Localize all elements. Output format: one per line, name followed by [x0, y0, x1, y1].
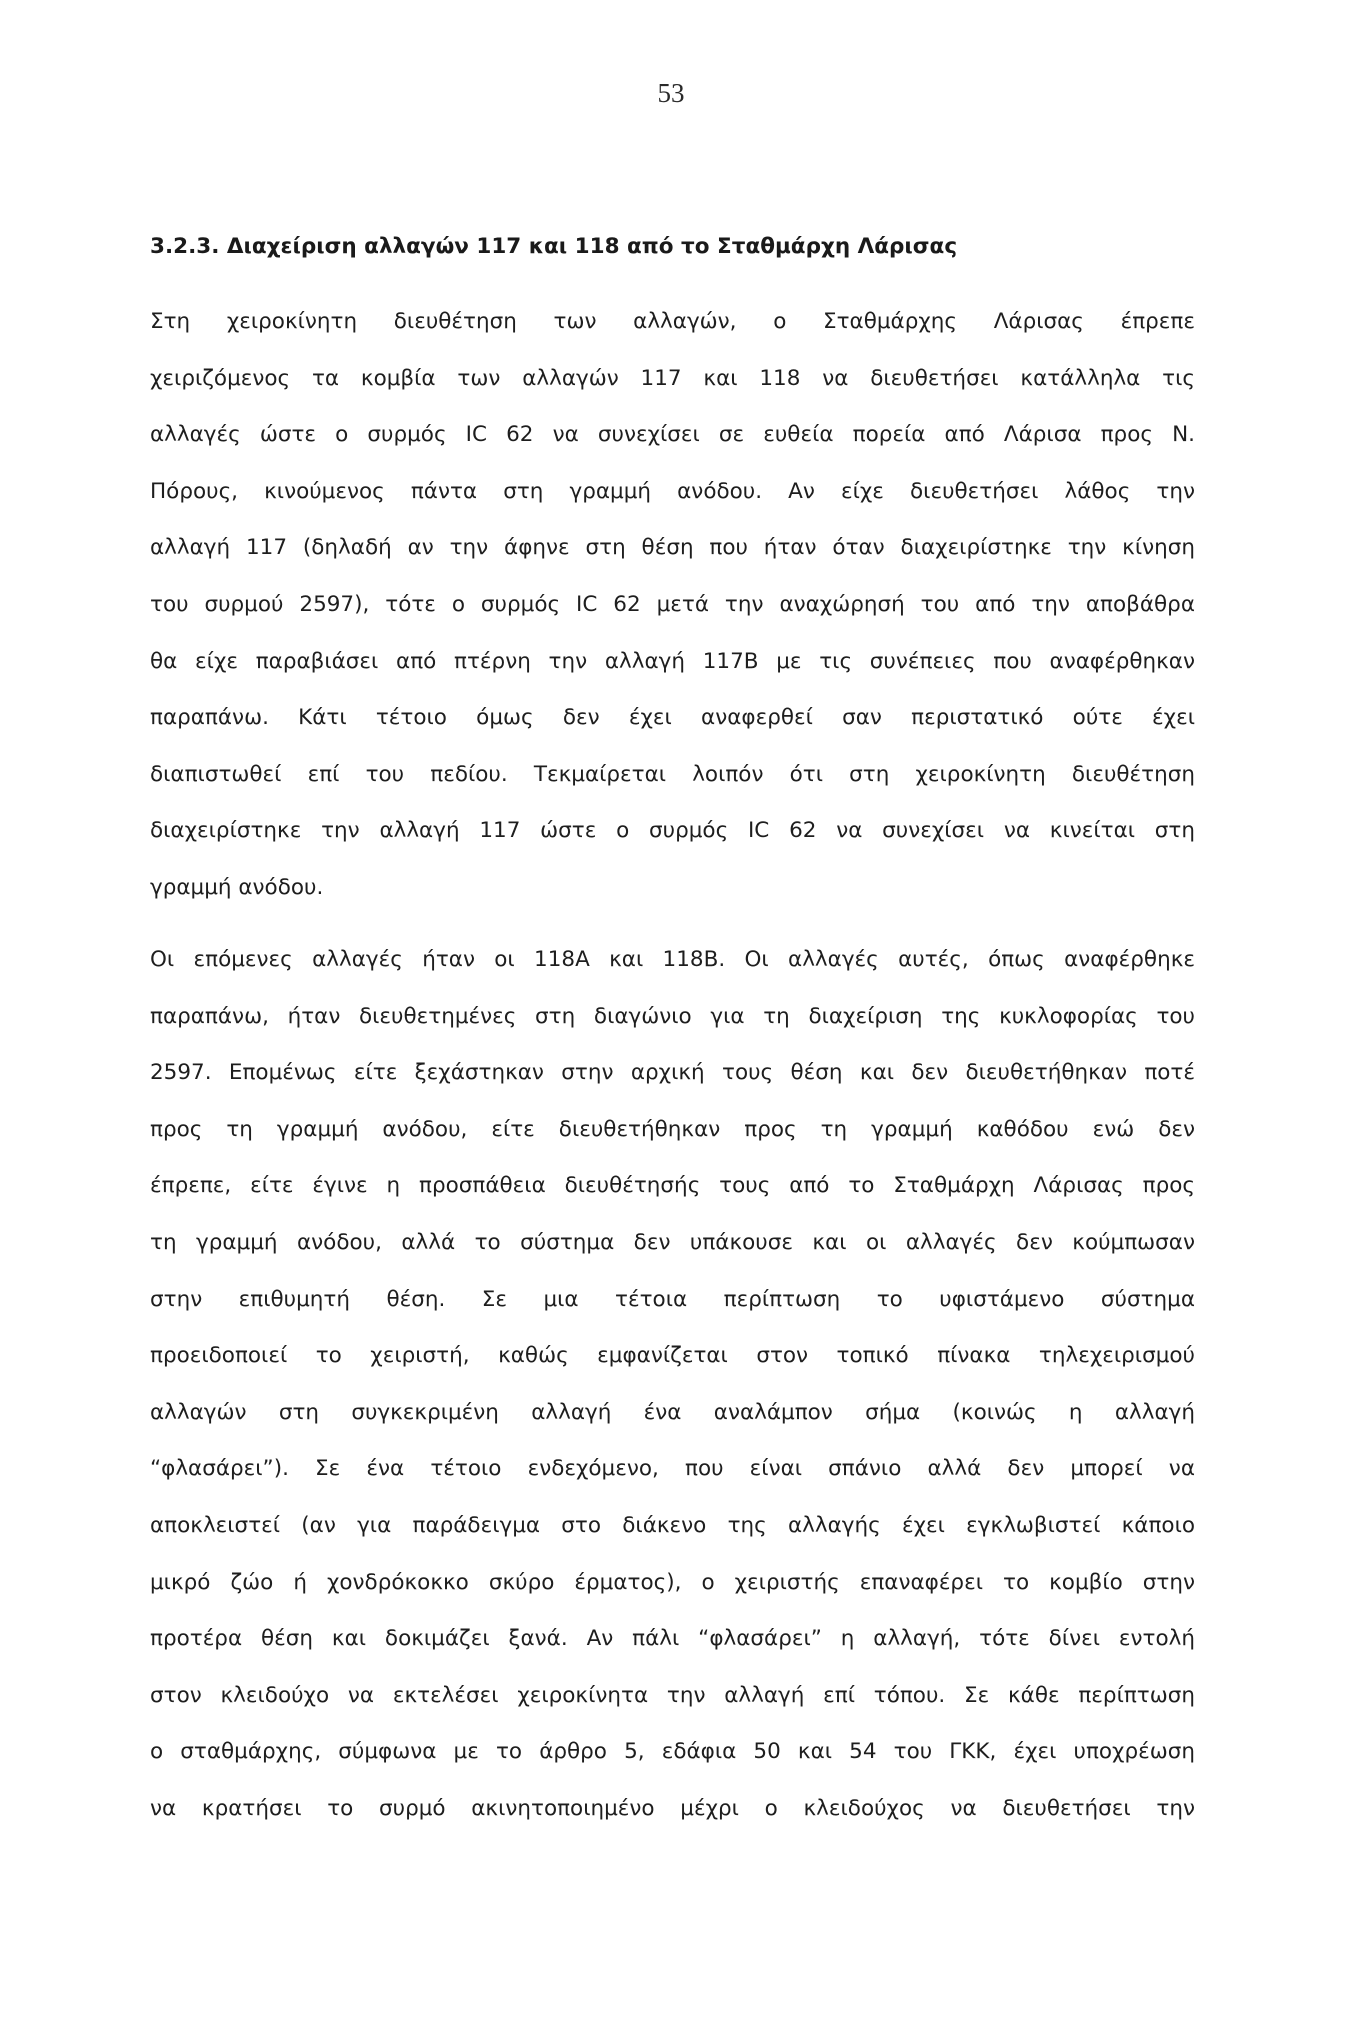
- section-heading: 3.2.3. Διαχείριση αλλαγών 117 και 118 από το Σταθμάρχη Λάρισας: [150, 234, 958, 259]
- text-line: προειδοποιεί το χειριστή, καθώς εμφανίζεται στον τοπικό πίνακα τηλεχειρισμού: [150, 1343, 1195, 1369]
- text-line: διαχειρίστηκε την αλλαγή 117 ώστε ο συρμός IC 62 να συνεχίσει να κινείται στη: [150, 818, 1195, 844]
- page-number: 53: [657, 78, 685, 108]
- text-line: διαπιστωθεί επί του πεδίου. Τεκμαίρεται λοιπόν ότι στη χειροκίνητη διευθέτηση: [150, 761, 1195, 787]
- text-line: Οι επόμενες αλλαγές ήταν οι 118Α και 118Β. Οι αλλαγές αυτές, όπως αναφέρθηκε: [150, 947, 1195, 972]
- body-text-continued: [150, 932, 1195, 1838]
- text-line: χειριζόμενος τα κομβία των αλλαγών 117 και 118 να διευθετήσει κατάλληλα τις: [150, 365, 1195, 391]
- text-line: Πόρους, κινούμενος πάντα στη γραμμή ανόδου. Αν είχε διευθετήσει λάθος την: [150, 478, 1195, 504]
- text-line: έπρεπε, είτε έγινε η προσπάθεια διευθέτησής τους από το Σταθμάρχη Λάρισας προς: [150, 1173, 1195, 1199]
- text-line: αλλαγές ώστε ο συρμός IC 62 να συνεχίσει σε ευθεία πορεία από Λάρισα προς Ν.: [150, 422, 1195, 448]
- text-line: μικρό ζώο ή χονδρόκοκκο σκύρο έρματος), ο χειριστής επαναφέρει το κομβίο στην: [150, 1569, 1195, 1595]
- text-line: γραμμή ανόδου.: [150, 874, 324, 900]
- text-line: αλλαγή 117 (δηλαδή αν την άφηνε στη θέση που ήταν όταν διαχειρίστηκε την κίνηση: [150, 535, 1195, 561]
- text-line: αλλαγών στη συγκεκριμένη αλλαγή ένα αναλάμπον σήμα (κοινώς η αλλαγή: [150, 1399, 1195, 1425]
- body-text: [150, 294, 1195, 917]
- text-line: Στη χειροκίνητη διευθέτηση των αλλαγών, ο Σταθμάρχης Λάρισας έπρεπε: [150, 309, 1195, 334]
- text-line: στην επιθυμητή θέση. Σε μια τέτοια περίπτωση το υφιστάμενο σύστημα: [150, 1286, 1195, 1312]
- text-line: 2597. Επομένως είτε ξεχάστηκαν στην αρχική τους θέση και δεν διευθετήθηκαν ποτέ: [150, 1060, 1195, 1086]
- text-line: του συρμού 2597), τότε ο συρμός IC 62 μετά την αναχώρησή του από την αποβάθρα: [150, 591, 1195, 617]
- paragraph-2: [150, 932, 1195, 1838]
- text-line: παραπάνω. Κάτι τέτοιο όμως δεν έχει αναφερθεί σαν περιστατικό ούτε έχει: [150, 705, 1195, 731]
- text-line: προς τη γραμμή ανόδου, είτε διευθετήθηκαν προς τη γραμμή καθόδου ενώ δεν: [150, 1116, 1195, 1142]
- text-line: προτέρα θέση και δοκιμάζει ξανά. Αν πάλι “φλασάρει” η αλλαγή, τότε δίνει εντολή: [150, 1626, 1195, 1652]
- paragraph-1: [150, 294, 1195, 917]
- text-line: παραπάνω, ήταν διευθετημένες στη διαγώνιο για τη διαχείριση της κυκλοφορίας του: [150, 1003, 1195, 1029]
- text-line: ο σταθμάρχης, σύμφωνα με το άρθρο 5, εδάφια 50 και 54 του ΓΚΚ, έχει υποχρέωση: [150, 1739, 1195, 1765]
- text-line: να κρατήσει το συρμό ακινητοποιημένο μέχρι ο κλειδούχος να διευθετήσει την: [150, 1795, 1195, 1821]
- text-line: θα είχε παραβιάσει από πτέρνη την αλλαγή 117Β με τις συνέπειες που αναφέρθηκαν: [150, 648, 1195, 674]
- text-line: στον κλειδούχο να εκτελέσει χειροκίνητα την αλλαγή επί τόπου. Σε κάθε περίπτωση: [150, 1682, 1195, 1708]
- text-line: αποκλειστεί (αν για παράδειγμα στο διάκενο της αλλαγής έχει εγκλωβιστεί κάποιο: [150, 1512, 1195, 1538]
- text-line: τη γραμμή ανόδου, αλλά το σύστημα δεν υπάκουσε και οι αλλαγές δεν κούμπωσαν: [150, 1229, 1195, 1255]
- text-line: “φλασάρει”). Σε ένα τέτοιο ενδεχόμενο, που είναι σπάνιο αλλά δεν μπορεί να: [150, 1456, 1195, 1482]
